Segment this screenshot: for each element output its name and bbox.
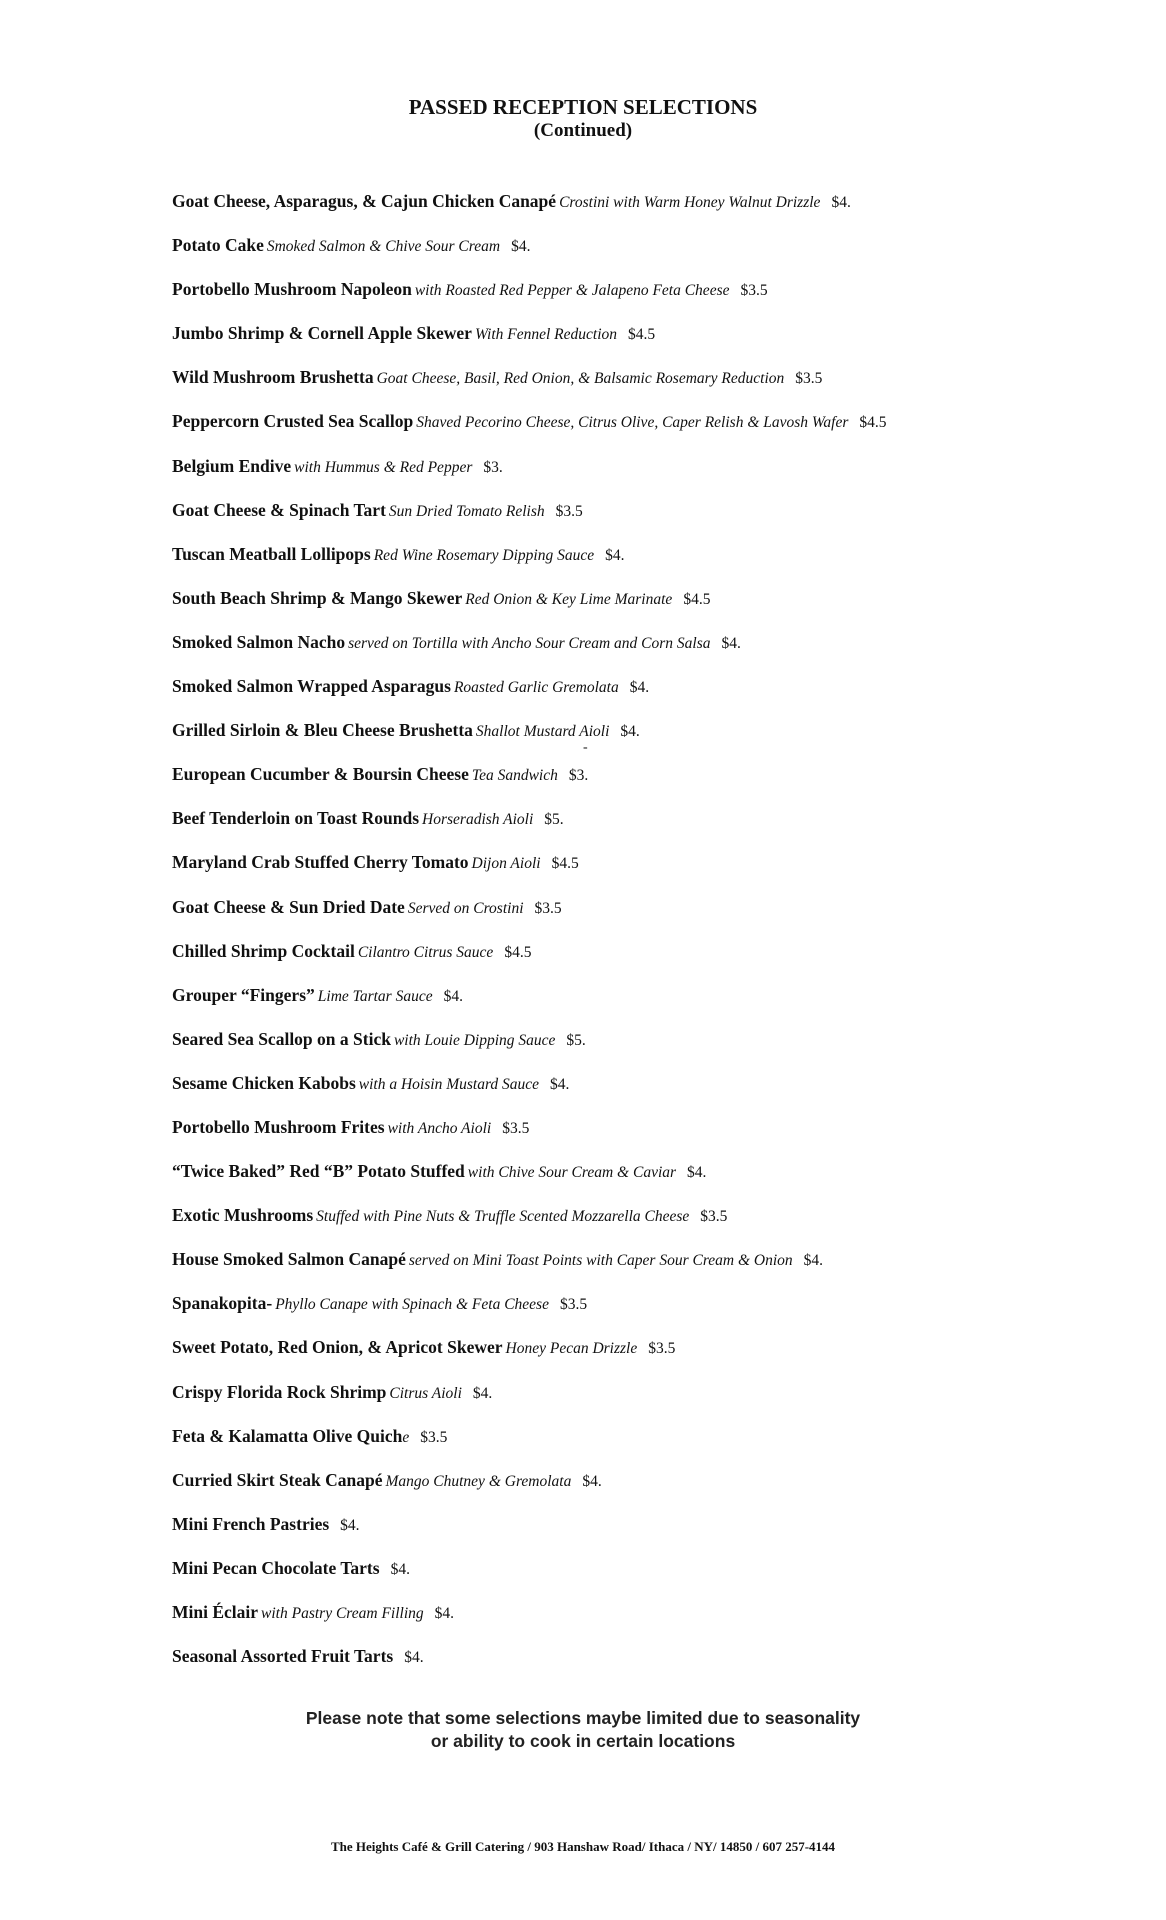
item-description: Tea Sandwich <box>471 767 558 785</box>
item-price: $4. <box>687 1164 707 1182</box>
list-item <box>172 1025 1072 1069</box>
item-name: Portobello Mushroom Frites <box>172 1116 385 1137</box>
list-item <box>172 937 1072 981</box>
item-name: South Beach Shrimp & Mango Skewer <box>172 587 463 608</box>
menu-items-list <box>172 187 1072 1686</box>
list-item <box>172 1510 1072 1554</box>
item-name: Exotic Mushrooms <box>172 1205 314 1226</box>
item-description: Crostini with Warm Honey Walnut Drizzle <box>559 194 821 211</box>
item-name: European Cucumber & Boursin Cheese <box>172 764 469 785</box>
item-description: Stuffed with Pine Nuts & Truffle Scented Mozzarella Cheese <box>316 1208 690 1226</box>
item-price: $4. <box>472 1384 493 1402</box>
list-item <box>172 319 1072 363</box>
item-price: $4. <box>434 1605 455 1622</box>
list-item <box>172 187 1072 231</box>
item-description: Mango Chutney & Gremolata <box>385 1472 572 1490</box>
item-price: $4. <box>803 1252 824 1270</box>
item-name: Seasonal Assorted Fruit Tarts <box>172 1646 394 1667</box>
item-description: with Louie Dipping Sauce <box>393 1031 556 1049</box>
item-price: $3.5 <box>534 899 562 917</box>
item-description: with a Hoisin Mustard Sauce <box>358 1075 540 1093</box>
item-description: Goat Cheese, Basil, Red Onion, & Balsamic Rosemary Reduction <box>376 370 785 388</box>
item-name: Goat Cheese, Asparagus, & Cajun Chicken Canapé <box>172 191 557 211</box>
item-name: Crispy Florida Rock Shrimp <box>172 1381 387 1402</box>
item-price: $4.5 <box>859 414 887 432</box>
list-item <box>172 584 1072 628</box>
item-description: with Pastry Cream Filling <box>261 1605 424 1622</box>
item-price: $4. <box>721 634 741 652</box>
item-description: Citrus Aioli <box>389 1384 462 1402</box>
item-price: $3.5 <box>555 502 583 520</box>
item-description: with Hummus & Red Pepper <box>294 458 473 476</box>
item-name: Goat Cheese & Spinach Tart <box>172 499 386 520</box>
item-price: $4. <box>605 546 625 564</box>
item-description: Shaved Pecorino Cheese, Citrus Olive, Caper Relish & Lavosh Wafer <box>416 414 849 432</box>
list-item <box>172 1378 1072 1422</box>
list-item <box>172 275 1072 319</box>
note-line-1: Please note that some selections maybe limited due to seasonality <box>305 1708 861 1728</box>
item-name: Mini Pecan Chocolate Tarts <box>172 1557 380 1578</box>
item-price: $4.5 <box>551 855 579 873</box>
item-price: $4. <box>629 679 650 697</box>
item-description: Served on Crostini <box>407 899 524 917</box>
list-item <box>172 452 1072 496</box>
item-description: e <box>402 1428 410 1446</box>
item-description: Sun Dried Tomato Relish <box>388 502 545 520</box>
item-price: $3. <box>568 767 589 785</box>
list-item <box>172 1245 1072 1289</box>
list-item <box>172 1113 1072 1157</box>
list-item <box>172 1289 1072 1333</box>
list-item <box>172 760 1072 804</box>
item-name: Sesame Chicken Kabobs <box>172 1072 356 1093</box>
item-name: Spanakopita- <box>172 1293 273 1314</box>
item-price: $3.5 <box>795 370 823 388</box>
item-name: Potato Cake <box>172 235 264 256</box>
item-description: Phyllo Canape with Spinach & Feta Cheese <box>275 1296 549 1314</box>
item-description: with Chive Sour Cream & Caviar <box>467 1164 677 1182</box>
item-description: Red Onion & Key Lime Marinate <box>465 590 673 608</box>
item-name: Grouper “Fingers” <box>172 984 315 1005</box>
item-name: Wild Mushroom Brushetta <box>172 367 374 388</box>
item-description: Smoked Salmon & Chive Sour Cream <box>266 238 501 256</box>
item-name: Sweet Potato, Red Onion, & Apricot Skewer <box>172 1337 503 1358</box>
item-name: Goat Cheese & Sun Dried Date <box>172 896 405 917</box>
item-name: Belgium Endive <box>172 455 292 476</box>
item-description: Dijon Aioli <box>471 855 541 873</box>
item-description: Roasted Garlic Gremolata <box>453 679 619 697</box>
list-item <box>172 231 1072 275</box>
list-item <box>172 540 1072 584</box>
item-description: served on Tortilla with Ancho Sour Cream and Corn Salsa <box>348 634 711 652</box>
item-name: Smoked Salmon Wrapped Asparagus <box>172 676 451 697</box>
item-description: Shallot Mustard Aioli <box>475 723 610 741</box>
item-price: $4. <box>390 1560 410 1578</box>
item-price: $4.5 <box>504 943 532 961</box>
item-price: $3.5 <box>502 1119 530 1137</box>
item-description: With Fennel Reduction <box>474 326 617 344</box>
note-line-2: or ability to cook in certain locations <box>430 1731 736 1751</box>
item-name: Mini French Pastries <box>172 1513 330 1534</box>
item-price: $5. <box>544 811 564 829</box>
item-price: $4. <box>831 194 851 211</box>
item-price: $3.5 <box>740 282 768 300</box>
item-name: Peppercorn Crusted Sea Scallop <box>172 411 414 432</box>
item-price: $4.5 <box>628 326 656 344</box>
item-description: with Ancho Aioli <box>387 1119 492 1137</box>
item-name: Smoked Salmon Nacho <box>172 631 346 652</box>
list-item <box>172 1642 1072 1686</box>
item-price: $3.5 <box>420 1428 448 1446</box>
title-main: PASSED RECEPTION SELECTIONS <box>408 95 758 119</box>
list-item <box>172 716 1072 760</box>
list-item <box>172 672 1072 716</box>
item-price: $4. <box>582 1472 602 1490</box>
list-item <box>172 496 1072 540</box>
item-name: Maryland Crab Stuffed Cherry Tomato <box>172 852 469 873</box>
item-name: Tuscan Meatball Lollipops <box>172 543 371 564</box>
list-item <box>172 1069 1072 1113</box>
list-item <box>172 1466 1072 1510</box>
item-price: $3. <box>483 458 503 476</box>
item-name: Portobello Mushroom Napoleon <box>172 279 412 300</box>
item-price: $4. <box>511 238 531 256</box>
item-description: Honey Pecan Drizzle <box>505 1340 638 1358</box>
item-price: $5. <box>566 1031 586 1049</box>
list-item <box>172 1157 1072 1201</box>
list-item <box>172 1554 1072 1598</box>
page-title <box>0 95 1166 143</box>
item-name: Beef Tenderloin on Toast Rounds <box>172 808 420 829</box>
item-description: Lime Tartar Sauce <box>317 987 433 1005</box>
list-item <box>172 848 1072 892</box>
item-name: House Smoked Salmon Canapé <box>172 1249 406 1270</box>
list-item <box>172 804 1072 848</box>
list-item <box>172 1422 1072 1466</box>
item-price: $4. <box>404 1649 424 1667</box>
stray-mark: - <box>583 740 588 755</box>
item-price: $3.5 <box>700 1208 728 1226</box>
list-item <box>172 1333 1072 1377</box>
item-name: Feta & Kalamatta Olive Quich <box>172 1425 403 1446</box>
item-description: with Roasted Red Pepper & Jalapeno Feta Cheese <box>414 282 730 300</box>
item-price: $3.5 <box>648 1340 676 1358</box>
item-name: Seared Sea Scallop on a Stick <box>172 1028 391 1049</box>
item-name: Curried Skirt Steak Canapé <box>172 1469 383 1490</box>
item-description: served on Mini Toast Points with Caper Sour Cream & Onion <box>408 1252 793 1270</box>
list-item <box>172 628 1072 672</box>
list-item <box>172 407 1072 451</box>
item-price: $4. <box>340 1516 360 1534</box>
item-description: Cilantro Citrus Sauce <box>357 943 494 961</box>
item-price: $4.5 <box>683 590 711 608</box>
item-price: $4. <box>443 987 463 1005</box>
list-item <box>172 893 1072 937</box>
item-name: Grilled Sirloin & Bleu Cheese Brushetta <box>172 720 473 741</box>
item-name: “Twice Baked” Red “B” Potato Stuffed <box>172 1161 465 1182</box>
seasonality-note <box>0 1707 1166 1753</box>
item-name: Mini Éclair <box>172 1602 259 1622</box>
title-subtitle: (Continued) <box>533 120 633 141</box>
item-name: Jumbo Shrimp & Cornell Apple Skewer <box>172 323 472 344</box>
list-item <box>172 981 1072 1025</box>
item-price: $3.5 <box>559 1296 588 1314</box>
list-item <box>172 363 1072 407</box>
footer-contact: The Heights Café & Grill Catering / 903 Hanshaw Road/ Ithaca / NY/ 14850 / 607 257-4144 <box>330 1839 836 1854</box>
list-item <box>172 1598 1072 1642</box>
item-price: $4. <box>550 1075 570 1093</box>
list-item <box>172 1201 1072 1245</box>
item-description: Red Wine Rosemary Dipping Sauce <box>373 546 595 564</box>
item-name: Chilled Shrimp Cocktail <box>172 940 355 961</box>
item-description: Horseradish Aioli <box>422 811 534 829</box>
item-price: $4. <box>620 723 640 741</box>
